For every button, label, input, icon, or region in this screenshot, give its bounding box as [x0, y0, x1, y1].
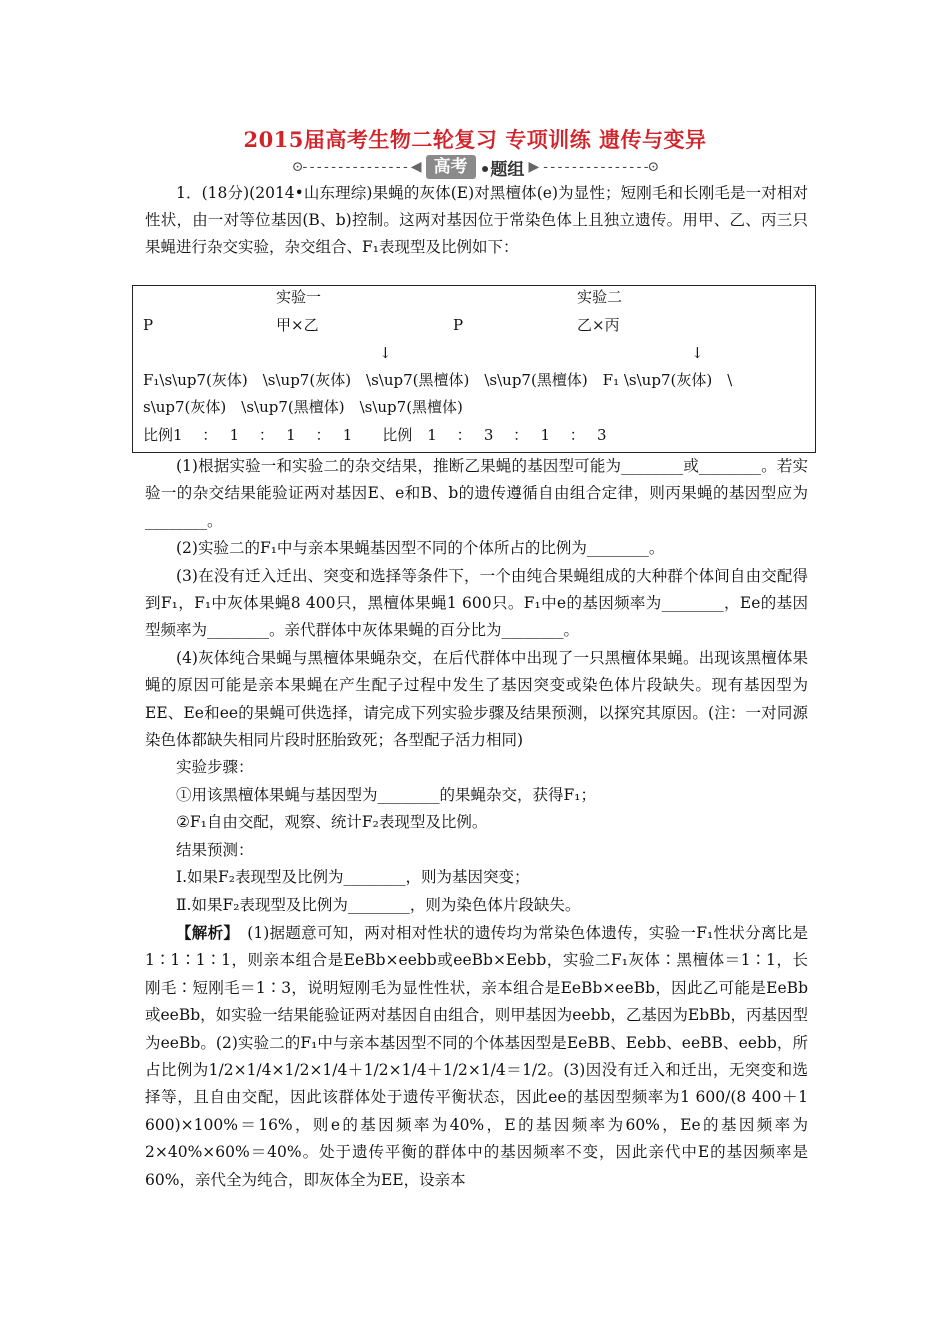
results-label: 结果预测：	[176, 840, 254, 859]
steps-label: 实验步骤：	[176, 758, 254, 777]
triangle-left-icon: ◀	[410, 159, 422, 175]
exp1-cross: 甲×乙	[276, 316, 319, 334]
f1-line-1: F₁\s\up7(灰体) \s\up7(灰体) \s\up7(黑檀体) \s\up7(黑檀体) F₁ \s\up7(灰体) \	[143, 371, 733, 389]
dotted-rule-right: - - - - - - - - - - - - - - -⊙	[543, 159, 659, 175]
sub-question-2: (2)实验二的F₁中与亲本果蝇基因型不同的个体所占的比例为________。	[176, 539, 665, 558]
step-2: ②F₁自由交配，观察、统计F₂表现型及比例。	[176, 813, 488, 832]
document-title: 2015届高考生物二轮复习 专项训练 遗传与变异	[243, 127, 707, 152]
analysis-text: (1)据题意可知，两对相对性状的遗传均为常染色体遗传，实验一F₁性状分离比是1∶1∶1∶1，则亲本组合是EeBb×eebb或eeBb×Eebb，实验二F₁灰体∶黑檀体＝1∶1，长刚毛∶短刚毛＝1∶3，说明短刚毛为显性性状，亲本组合是EeBb×eeBb，因此乙可能是EeBb或eeBb，如实验一结果能验证两对基因自由组合，则甲基因为eebb，乙基因为EbBb，丙基因型为eeBb。(2)实验二的F₁中与亲本基因型不同的个体基因型是EeBB、Eebb、eeBB、eebb，所占比例为1/2×1/4×1/2×1/4＋1/2×1/4＋1/2×1/4＝1/2。(3)因没有迁入和迁出，无突变和选择等，且自由交配，因此该群体处于遗传平衡状态，因此ee的基因型频率为1 600/(8 400＋1 600)×100%＝16%，则e的基因频率为40%，E的基因频率为60%，Ee的基因频率为2×40%×60%＝40%。处于遗传平衡的群体中的基因频率不变，因此亲代中E的基因频率是60%，亲代全为纯合，即灰体全为EE，设亲本	[145, 923, 808, 1189]
triangle-right-icon: ▶	[528, 159, 540, 175]
sub-question-1: (1)根据实验一和实验二的杂交结果，推断乙果蝇的基因型可能为________或________。若实验一的杂交结果能验证两对基因E、e和B、b的遗传遵循自由组合定律，则丙果蝇的基因型应为________。	[145, 457, 808, 530]
analysis-label: 【解析】	[176, 922, 232, 942]
question-intro: 1．(18分)(2014•山东理综)果蝇的灰体(E)对黑檀体(e)为显性；短刚毛和长刚毛是一对相对性状，由一对等位基因(B、b)控制。这两对基因位于常染色体上且独立遗传。用甲、乙、丙三只果蝇进行杂交实验，杂交组合、F₁表现型及比例如下：	[145, 184, 808, 257]
section-badge: 高考	[426, 155, 476, 179]
result-1: Ⅰ.如果F₂表现型及比例为________，则为基因突变；	[176, 868, 530, 887]
exp2-cross: 乙×丙	[577, 316, 620, 334]
f1-line-2: s\up7(灰体) \s\up7(黑檀体) \s\up7(黑檀体)	[143, 398, 463, 416]
section-tagline	[280, 152, 670, 182]
ratio-line: 比例1 ： 1 ： 1 ： 1 比例 1 ： 3 ： 1 ： 3	[143, 426, 607, 444]
section-label: •题组	[479, 159, 525, 180]
exp1-title: 实验一	[276, 288, 322, 306]
questions-block	[145, 453, 808, 1194]
analysis-paragraph	[145, 919, 808, 1194]
dotted-rule-left: ⊙- - - - - - - - - - - - - - -	[291, 159, 407, 175]
exp1-p-label: P	[143, 316, 154, 334]
exp2-p-label: P	[453, 316, 464, 334]
exp2-arrow-icon: ↓	[691, 344, 704, 362]
result-2: Ⅱ.如果F₂表现型及比例为________，则为染色体片段缺失。	[176, 895, 581, 914]
exp2-title: 实验二	[577, 288, 623, 306]
sub-question-4: (4)灰体纯合果蝇与黑檀体果蝇杂交，在后代群体中出现了一只黑檀体果蝇。出现该黑檀体果蝇的原因可能是亲本果蝇在产生配子过程中发生了基因突变或染色体片段缺失。现有基因型为EE、Ee和ee的果蝇可供选择，请完成下列实验步骤及结果预测，以探究其原因。(注：一对同源染色体都缺失相同片段时胚胎致死；各型配子活力相同)	[145, 648, 808, 750]
exp1-arrow-icon: ↓	[379, 344, 392, 362]
experiment-table	[132, 285, 816, 453]
sub-question-3: (3)在没有迁入迁出、突变和选择等条件下，一个由纯合果蝇组成的大种群个体间自由交配得到F₁，F₁中灰体果蝇8 400只，黑檀体果蝇1 600只。F₁中e的基因频率为________，Ee的基因型频率为________。亲代群体中灰体果蝇的百分比为________。	[145, 566, 808, 640]
step-1: ①用该黑檀体果蝇与基因型为________的果蝇杂交，获得F₁；	[176, 785, 596, 804]
question-intro-block	[145, 180, 808, 262]
